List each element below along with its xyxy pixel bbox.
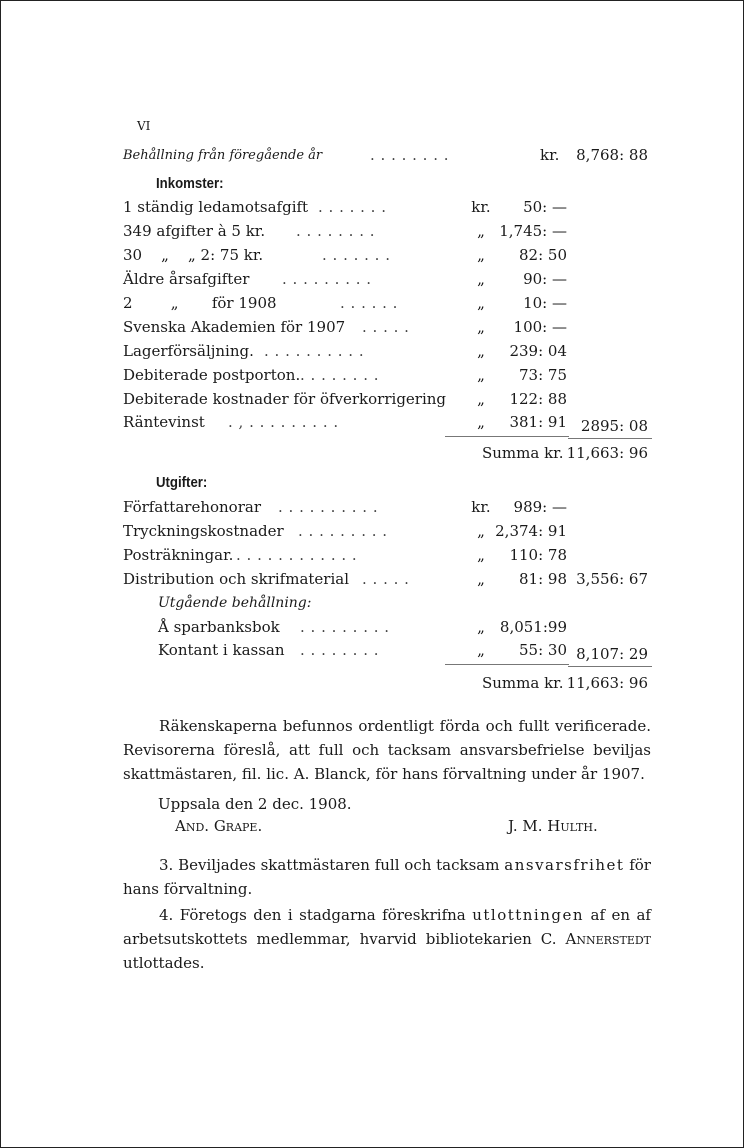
row-amount: 110: 78 <box>509 546 567 564</box>
page-number: VI <box>137 119 151 133</box>
row-amount: 82: 50 <box>519 246 567 264</box>
leader-dots: . . . . . . . . . . <box>264 342 365 360</box>
unit: „ <box>477 413 485 431</box>
table-row <box>0 546 744 568</box>
row-amount: 1,745: — <box>499 222 567 240</box>
rule-line <box>445 436 569 437</box>
leader-dots: . , . . . . . . . . . <box>228 413 339 431</box>
row-amount: 81: 98 <box>519 570 567 588</box>
item-emphasis: utlottningen <box>472 906 585 924</box>
item-number: 3. <box>159 856 174 874</box>
item-text: Beviljades skattmästaren full och tacksam <box>178 856 500 874</box>
row-label: Författarehonorar <box>123 498 261 516</box>
unit: „ <box>477 270 485 288</box>
leader-dots: . . . . . <box>362 318 410 336</box>
leader-dots: . . . . . . . . . . <box>278 498 379 516</box>
row-amount: 2,374: 91 <box>495 522 567 540</box>
row-label: Debiterade postporton. <box>123 366 301 384</box>
unit: „ <box>477 522 485 540</box>
table-row <box>0 270 744 292</box>
row-label: Tryckningskostnader <box>123 522 284 540</box>
row-total: 8,107: 29 <box>576 645 648 663</box>
rule-line <box>445 664 569 665</box>
row-amount: 10: — <box>523 294 567 312</box>
row-label: 2 „ för 1908 <box>123 294 277 312</box>
income-heading: Inkomster: <box>156 175 224 192</box>
unit: „ <box>477 641 485 659</box>
unit: kr. <box>471 198 491 216</box>
rule-line <box>568 666 652 667</box>
expenses-heading: Utgifter: <box>156 474 208 491</box>
row-amount: 989: — <box>513 498 567 516</box>
row-amount: 239: 04 <box>509 342 567 360</box>
expenses-sum-row <box>0 674 744 696</box>
unit: „ <box>477 618 485 636</box>
table-row <box>0 618 744 640</box>
item-4-paragraph <box>123 903 651 975</box>
row-total: 2895: 08 <box>580 417 648 435</box>
row-amount: 73: 75 <box>519 366 567 384</box>
row-amount: 50: — <box>523 198 567 216</box>
item-number: 4. <box>159 906 174 924</box>
leader-dots: . . . . . . . <box>318 198 387 216</box>
table-row <box>0 294 744 316</box>
rule-line <box>568 438 652 439</box>
leader-dots: . . . . . . . <box>322 246 391 264</box>
signature-hulth: J. M. Hulth. <box>508 817 598 835</box>
leader-dots: . . . . . . . . . <box>298 522 388 540</box>
row-label: Räntevinst <box>123 413 205 431</box>
unit: „ <box>477 390 485 408</box>
item-text: utlottades. <box>123 954 205 972</box>
sum-label: Summa kr. <box>482 444 564 462</box>
row-label: 30 „ „ 2: 75 kr. <box>123 246 264 264</box>
table-row <box>0 198 744 220</box>
row-label: Å sparbanksbok <box>158 618 280 636</box>
table-row <box>0 318 744 340</box>
sum-label: Summa kr. <box>482 674 564 692</box>
unit: „ <box>477 546 485 564</box>
row-amount: 100: — <box>513 318 567 336</box>
unit: „ <box>477 342 485 360</box>
leader-dots: . . . . . . . . . . . . <box>236 546 358 564</box>
leader-dots: . . . . . . . . <box>300 641 380 659</box>
row-label: Posträkningar. <box>123 546 234 564</box>
unit: kr. <box>471 498 491 516</box>
unit: „ <box>477 222 485 240</box>
row-amount: 8,051:99 <box>499 618 567 636</box>
unit: „ <box>477 246 485 264</box>
row-amount: 122: 88 <box>509 390 567 408</box>
table-row <box>0 342 744 364</box>
balance-forward-label: Behållning från föregående år <box>123 148 323 163</box>
row-label: 1 ständig ledamotsafgift <box>123 198 309 216</box>
leader-dots: . . . . . . . . . <box>282 270 372 288</box>
table-row <box>0 390 744 412</box>
unit: „ <box>477 318 485 336</box>
row-label: Äldre årsafgifter <box>123 270 250 288</box>
librarian-name: Annerstedt <box>565 930 651 948</box>
row-label: Lagerförsäljning. <box>123 342 254 360</box>
leader-dots: . . . . . . . . <box>370 146 450 164</box>
table-row <box>0 641 744 663</box>
leader-dots: . . . . . . . . <box>296 222 376 240</box>
closing-balance-heading: Utgående behållning: <box>158 595 312 611</box>
income-sum-row <box>0 444 744 466</box>
item-text: för hans förvaltning. <box>123 856 651 898</box>
row-total: 3,556: 67 <box>576 570 648 588</box>
leader-dots: . . . . . . . . . <box>300 618 390 636</box>
row-amount: 381: 91 <box>509 413 567 431</box>
table-row <box>0 413 744 435</box>
sum-value: 11,663: 96 <box>566 444 648 462</box>
table-row <box>0 246 744 268</box>
row-amount: 55: 30 <box>519 641 567 659</box>
sum-value: 11,663: 96 <box>566 674 648 692</box>
table-row <box>0 522 744 544</box>
row-label: Distribution och skrifmaterial <box>123 570 350 588</box>
leader-dots: . . . . . . . . <box>300 366 380 384</box>
leader-dots: . . . . . <box>362 570 410 588</box>
audit-paragraph: Räkenskaperna befunnos ordentligt förda och fullt verificerade. Revisorerna föreslå, att full och tacksam ansvarsbefrielse beviljas skattmästaren, fil. lic. A. Blanck, för hans förvaltning under år 1907. <box>123 717 651 783</box>
unit: „ <box>477 570 485 588</box>
table-row <box>0 498 744 520</box>
place-date: Uppsala den 2 dec. 1908. <box>158 795 352 813</box>
item-emphasis: ansvarsfrihet <box>504 856 625 874</box>
row-amount: 90: — <box>523 270 567 288</box>
table-row <box>0 366 744 388</box>
row-label: Svenska Akademien för 1907 <box>123 318 346 336</box>
table-row <box>0 222 744 244</box>
signature-grape: And. Grape. <box>175 817 263 835</box>
item-text: Företogs den i stadgarna föreskrifna <box>179 906 466 924</box>
table-row <box>0 570 744 592</box>
balance-forward-row <box>0 146 744 168</box>
balance-forward-amount: 8,768: 88 <box>576 146 648 164</box>
unit: „ <box>477 366 485 384</box>
row-label: Kontant i kassan <box>158 641 285 659</box>
item-text: af en af arbetsutskottets medlemmar, hvarvid bibliotekarien C. <box>123 906 651 948</box>
unit: kr. <box>540 146 560 164</box>
item-3-paragraph <box>123 853 651 901</box>
row-label: 349 afgifter à 5 kr. <box>123 222 266 240</box>
row-label: Debiterade kostnader för öfverkorrigering <box>123 390 447 408</box>
unit: „ <box>477 294 485 312</box>
leader-dots: . . . . . . <box>340 294 398 312</box>
